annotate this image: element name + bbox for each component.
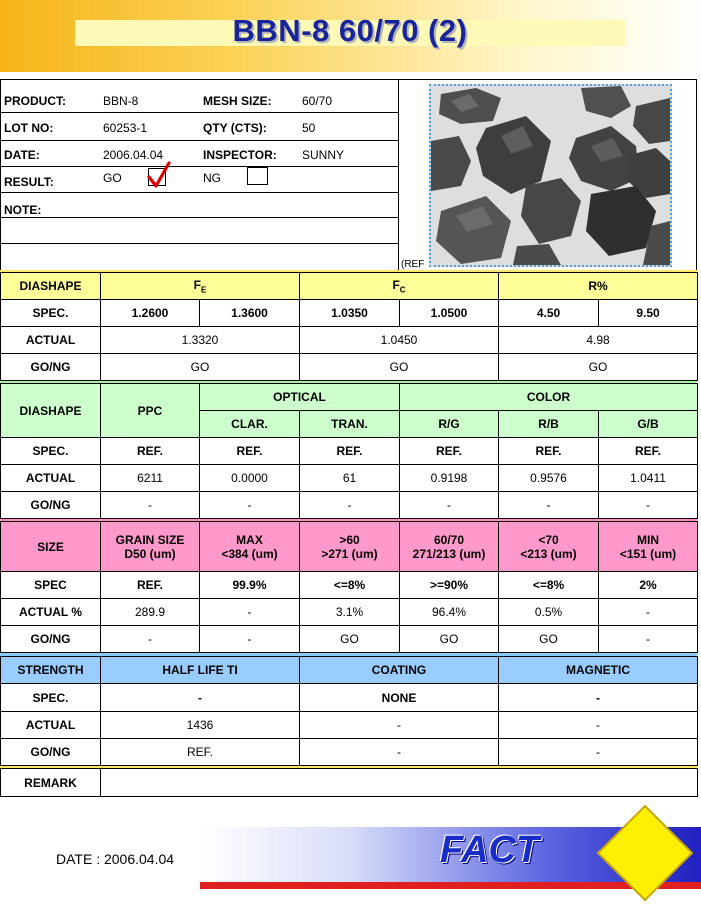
spec-cell: REF. xyxy=(200,438,300,465)
divider xyxy=(0,192,398,193)
gong-cell: - xyxy=(599,626,698,653)
gong-cell: GO xyxy=(400,626,499,653)
spec-label: SPEC xyxy=(1,572,101,599)
size-table xyxy=(0,521,698,653)
lot-label: LOT NO: xyxy=(4,121,54,135)
spec-cell: NONE xyxy=(300,684,499,712)
spec-cell: - xyxy=(101,684,300,712)
gong-label: GO/NG xyxy=(1,492,101,519)
actual-cell: 1.0411 xyxy=(599,465,698,492)
spec-cell: REF. xyxy=(101,438,200,465)
footer-date: DATE : 2006.04.04 xyxy=(56,851,175,867)
qty-label: QTY (CTS): xyxy=(203,121,267,135)
remark-table xyxy=(0,768,698,797)
gong-cell: GO xyxy=(499,626,599,653)
actual-cell: - xyxy=(300,712,499,739)
over60-header xyxy=(300,522,400,572)
under70-line1: <70 xyxy=(538,532,559,547)
gong-label: GO/NG xyxy=(1,354,101,381)
diashape-table xyxy=(0,272,698,381)
spec-cell: 4.50 xyxy=(499,300,599,327)
divider xyxy=(0,166,398,167)
inspector-value: SUNNY xyxy=(302,148,345,162)
ng-checkbox[interactable] xyxy=(247,167,268,185)
over60-line1: >60 xyxy=(339,532,360,547)
grain-size-line2: D50 (um) xyxy=(124,546,176,561)
checkmark-icon xyxy=(144,160,172,190)
gong-cell: - xyxy=(499,492,599,519)
fc-header xyxy=(300,273,499,300)
actual-cell: - xyxy=(599,599,698,626)
mesh-60-70-line1: 60/70 xyxy=(433,532,465,547)
date-value: 2006.04.04 xyxy=(103,148,164,162)
gong-cell: GO xyxy=(300,354,499,381)
spec-cell: 1.3600 xyxy=(200,300,300,327)
actual-label: ACTUAL xyxy=(1,712,101,739)
product-label: PRODUCT: xyxy=(4,94,66,108)
date-label: DATE: xyxy=(4,148,40,162)
mesh-size-value: 60/70 xyxy=(302,94,333,108)
optical-header: OPTICAL xyxy=(200,384,400,411)
lot-value: 60253-1 xyxy=(103,121,148,135)
tran-header: TRAN. xyxy=(300,411,400,438)
strength-header: STRENGTH xyxy=(1,657,101,684)
remark-cell xyxy=(101,769,698,797)
min-line1: MIN xyxy=(637,532,659,547)
ppc-header: PPC xyxy=(101,384,200,438)
spec-cell: 1.0500 xyxy=(400,300,499,327)
fact-logo: FACT xyxy=(440,829,540,871)
fe-subscript: E xyxy=(201,285,207,295)
gong-cell: - xyxy=(200,626,300,653)
over60-line2: >271 (um) xyxy=(321,546,378,561)
spec-cell: REF. xyxy=(101,572,200,599)
actual-cell: 1436 xyxy=(101,712,300,739)
r-percent-header: R% xyxy=(499,273,698,300)
gong-cell: - xyxy=(499,739,698,766)
spec-cell: 9.50 xyxy=(599,300,698,327)
mesh-size-label: MESH SIZE: xyxy=(203,94,272,108)
actual-cell: - xyxy=(200,599,300,626)
diashape-header: DIASHAPE xyxy=(1,273,101,300)
result-label: RESULT: xyxy=(4,175,54,189)
spec-cell: 1.2600 xyxy=(101,300,200,327)
actual-cell: 0.5% xyxy=(499,599,599,626)
spec-cell: REF. xyxy=(599,438,698,465)
color-header: COLOR xyxy=(400,384,698,411)
actual-cell: 96.4% xyxy=(400,599,499,626)
actual-cell: 4.98 xyxy=(499,327,698,354)
gb-header: G/B xyxy=(599,411,698,438)
gong-cell: - xyxy=(300,492,400,519)
max-line2: <384 (um) xyxy=(221,546,278,561)
min-header xyxy=(599,522,698,572)
spec-cell: REF. xyxy=(499,438,599,465)
coating-header: COATING xyxy=(300,657,499,684)
actual-cell: 0.9198 xyxy=(400,465,499,492)
spec-cell: <=8% xyxy=(499,572,599,599)
spec-label: SPEC. xyxy=(1,438,101,465)
gong-label: GO/NG xyxy=(1,626,101,653)
spec-cell: 1.0350 xyxy=(300,300,400,327)
grain-size-line1: GRAIN SIZE xyxy=(115,532,185,547)
actual-cell: 61 xyxy=(300,465,400,492)
fc-subscript: C xyxy=(399,285,406,295)
divider xyxy=(0,243,398,244)
strength-table xyxy=(0,656,698,766)
go-option-label: GO xyxy=(103,171,122,185)
fe-header xyxy=(101,273,300,300)
mesh-60-70-header xyxy=(400,522,499,572)
inspector-label: INSPECTOR: xyxy=(203,148,277,162)
fc-letter: F xyxy=(392,277,400,292)
gong-cell: GO xyxy=(300,626,400,653)
actual-cell: 6211 xyxy=(101,465,200,492)
actual-cell: 0.0000 xyxy=(200,465,300,492)
actual-cell: 1.3320 xyxy=(101,327,300,354)
page-title: BBN-8 60/70 (2) xyxy=(232,13,468,48)
divider xyxy=(0,217,398,218)
photo-caption: (REF xyxy=(401,259,425,270)
diamond-grains-image xyxy=(431,86,670,265)
gong-cell: - xyxy=(101,626,200,653)
max-header xyxy=(200,522,300,572)
under70-header xyxy=(499,522,599,572)
spec-label: SPEC. xyxy=(1,300,101,327)
actual-label: ACTUAL xyxy=(1,327,101,354)
spec-label: SPEC. xyxy=(1,684,101,712)
gong-cell: - xyxy=(599,492,698,519)
diashape-header: DIASHAPE xyxy=(1,384,101,438)
spec-cell: <=8% xyxy=(300,572,400,599)
gong-cell: - xyxy=(400,492,499,519)
spec-cell: REF. xyxy=(300,438,400,465)
spec-cell: - xyxy=(499,684,698,712)
rg-header: R/G xyxy=(400,411,499,438)
max-line1: MAX xyxy=(236,532,263,547)
grain-photo xyxy=(429,84,672,267)
ng-option-label: NG xyxy=(203,171,221,185)
actual-cell: 1.0450 xyxy=(300,327,499,354)
product-value: BBN-8 xyxy=(103,94,139,108)
spec-cell: 99.9% xyxy=(200,572,300,599)
gong-cell: - xyxy=(101,492,200,519)
size-header: SIZE xyxy=(1,522,101,572)
under70-line2: <213 (um) xyxy=(520,546,577,561)
rb-header: R/B xyxy=(499,411,599,438)
clar-header: CLAR. xyxy=(200,411,300,438)
gong-cell: - xyxy=(300,739,499,766)
qty-value: 50 xyxy=(302,121,316,135)
note-label: NOTE: xyxy=(4,203,42,217)
diamond-logo-icon xyxy=(596,804,694,902)
gong-cell: - xyxy=(200,492,300,519)
spec-cell: >=90% xyxy=(400,572,499,599)
actual-label: ACTUAL xyxy=(1,465,101,492)
half-life-header: HALF LIFE TI xyxy=(101,657,300,684)
actual-cell: 289.9 xyxy=(101,599,200,626)
divider xyxy=(0,140,398,141)
spec-cell: 2% xyxy=(599,572,698,599)
grain-size-header xyxy=(101,522,200,572)
gong-label: GO/NG xyxy=(1,739,101,766)
min-line2: <151 (um) xyxy=(619,546,677,561)
magnetic-header: MAGNETIC xyxy=(499,657,698,684)
divider xyxy=(398,79,399,271)
actual-percent-label: ACTUAL % xyxy=(1,599,101,626)
actual-cell: 0.9576 xyxy=(499,465,599,492)
remark-label: REMARK xyxy=(1,769,101,797)
actual-cell: 3.1% xyxy=(300,599,400,626)
optical-color-table xyxy=(0,383,698,519)
gong-cell: REF. xyxy=(101,739,300,766)
gong-cell: GO xyxy=(499,354,698,381)
mesh-60-70-line2: 271/213 (um) xyxy=(412,546,486,561)
fe-letter: F xyxy=(193,277,201,292)
divider xyxy=(0,112,398,113)
actual-cell: - xyxy=(499,712,698,739)
spec-cell: REF. xyxy=(400,438,499,465)
gong-cell: GO xyxy=(101,354,300,381)
